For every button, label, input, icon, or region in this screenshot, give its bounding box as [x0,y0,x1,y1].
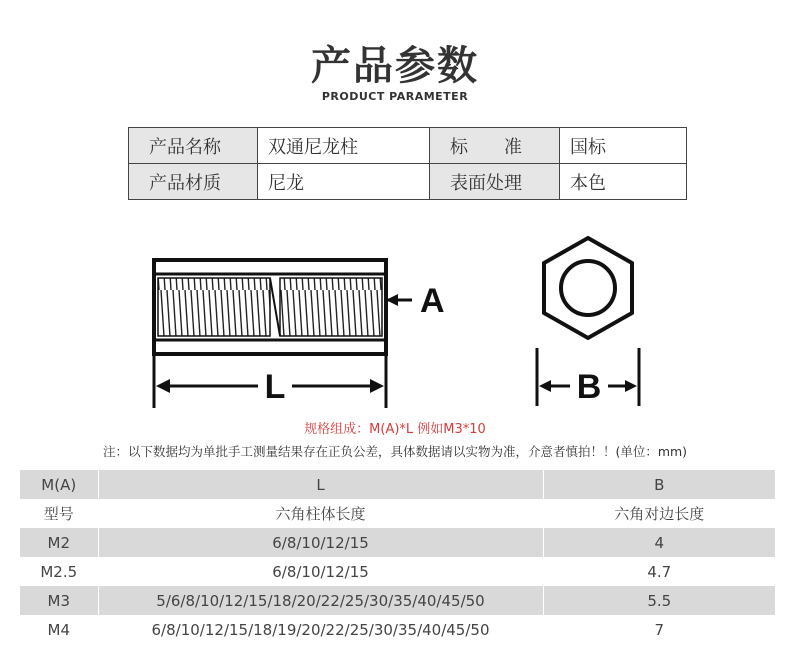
label-l: L [264,368,286,406]
table-row [20,615,775,644]
standoff-diagram [130,228,660,414]
page-subtitle: PRODUCT PARAMETER [321,90,469,103]
table-row [20,557,775,586]
page-title: 产品参数 [311,43,479,89]
spec-format-note: 规格组成：M(A)*L 例如M3*10 [304,422,486,437]
table-cell: 4 [543,528,775,557]
table-cell: 6/8/10/12/15/18/19/20/22/25/30/35/40/45/50 [98,615,543,644]
table-cell: 型号 [20,499,98,528]
table-cell: M2.5 [20,557,98,586]
dimension-b [539,368,637,406]
table-cell: M4 [20,615,98,644]
table-cell: 5.5 [543,586,775,615]
param-value: 本色 [560,164,687,200]
table-cell: 4.7 [543,557,775,586]
table-cell: M3 [20,586,98,615]
param-label: 产品材质 [129,164,258,200]
table-cell: 6/8/10/12/15 [98,557,543,586]
table-cell: M2 [20,528,98,557]
param-value: 尼龙 [258,164,430,200]
param-value: 国标 [560,128,687,164]
table-row [20,528,775,557]
label-a: A [420,282,445,320]
table-header-row [20,470,775,499]
table-cell: 7 [543,615,775,644]
param-label: 表面处理 [430,164,560,200]
dimension-a [386,282,445,320]
param-row [129,164,687,200]
table-header: M(A) [20,470,98,499]
param-value: 双通尼龙柱 [258,128,430,164]
table-row [20,586,775,615]
table-cell: 六角柱体长度 [98,499,543,528]
table-cell: 6/8/10/12/15 [98,528,543,557]
param-label: 产品名称 [129,128,258,164]
table-row [20,499,775,528]
label-b: B [576,368,602,406]
dimension-l [156,368,384,406]
param-label: 标 准 [430,128,560,164]
param-row [129,128,687,164]
table-header: B [543,470,775,499]
dimension-table [20,470,775,644]
measurement-note: 注：以下数据均为单批手工测量结果存在正负公差，具体数据请以实物为准，介意者慎拍！！(单位：mm) [102,444,688,459]
product-param-table [128,127,687,200]
table-cell: 5/6/8/10/12/15/18/20/22/25/30/35/40/45/50 [98,586,543,615]
table-cell: 六角对边长度 [543,499,775,528]
table-header: L [98,470,543,499]
